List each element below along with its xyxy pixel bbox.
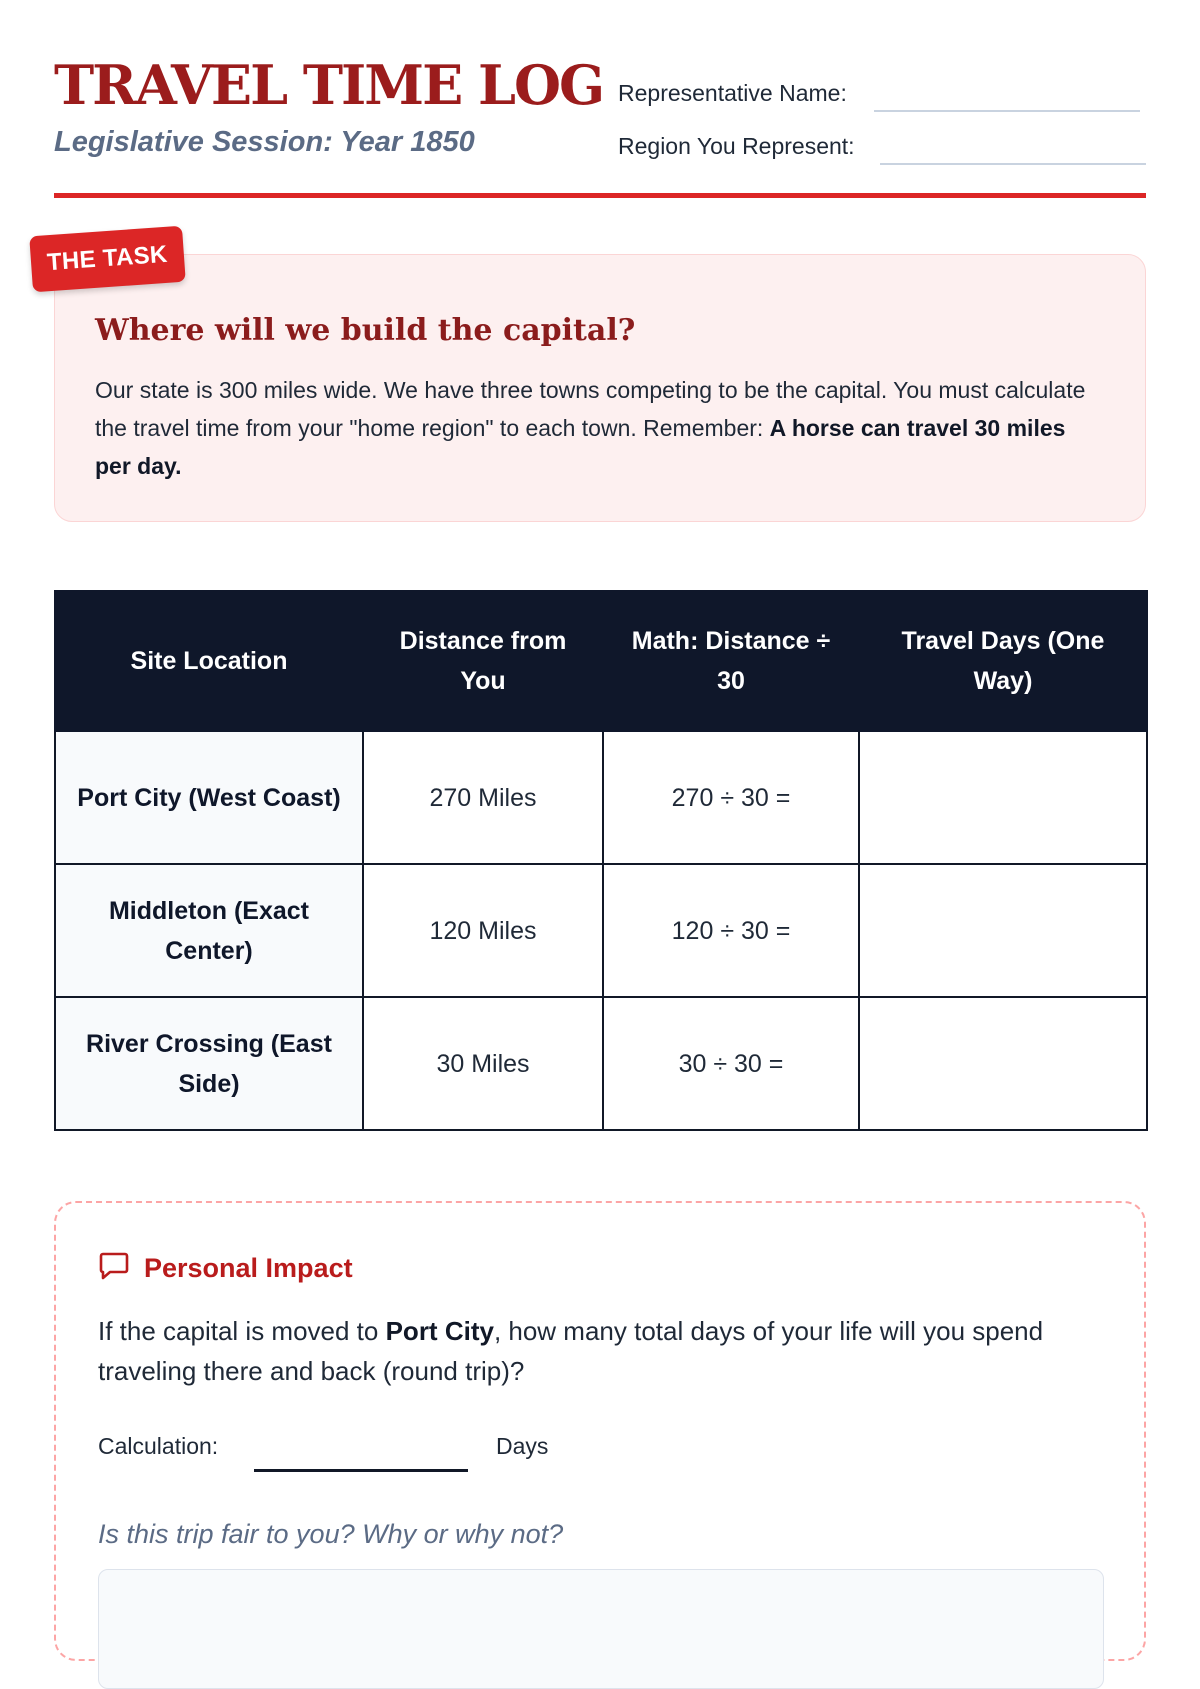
worksheet-page [46, 0, 1146, 1549]
region-field [618, 133, 855, 160]
personal-impact-header [98, 1251, 353, 1286]
header-travel-days: Travel Days (One Way) [859, 591, 1147, 731]
site-cell: Port City (West Coast) [55, 731, 363, 864]
region-input-line[interactable] [880, 163, 1146, 165]
task-heading: Where will we build the capital? [95, 313, 636, 348]
calculation-input-line[interactable] [254, 1469, 468, 1472]
site-cell: Middleton (Exact Center) [55, 864, 363, 997]
site-cell: River Crossing (East Side) [55, 997, 363, 1130]
page-subtitle: Legislative Session: Year 1850 [54, 126, 475, 158]
question-bold-city: Port City [385, 1316, 494, 1346]
header [54, 0, 1146, 200]
task-body [95, 371, 1095, 485]
table-row [55, 731, 1147, 864]
header-distance: Distance from You [363, 591, 603, 731]
fairness-question: Is this trip fair to you? Why or why not? [98, 1519, 564, 1549]
distance-cell: 30 Miles [363, 997, 603, 1130]
fairness-answer-box[interactable] [98, 1569, 1104, 1689]
personal-impact-box [54, 1201, 1146, 1661]
distance-cell: 120 Miles [363, 864, 603, 997]
travel-days-input[interactable] [859, 731, 1147, 864]
question-text-post: , how many total days of your life will you spend traveling there and back (round trip)? [98, 1316, 1044, 1386]
region-label: Region You Represent: [618, 133, 855, 159]
task-box [46, 240, 1146, 522]
table-row [55, 997, 1147, 1130]
header-site-location: Site Location [55, 591, 363, 731]
task-tag: THE TASK [29, 226, 185, 293]
travel-table [54, 590, 1148, 1131]
math-cell: 270 ÷ 30 = [603, 731, 859, 864]
task-body-emphasis: A horse can travel 30 miles per day. [95, 415, 1066, 479]
representative-name-field [618, 80, 847, 107]
page-title: TRAVEL TIME LOG [54, 53, 604, 117]
table-header-row [55, 591, 1147, 731]
math-cell: 120 ÷ 30 = [603, 864, 859, 997]
round-trip-question [98, 1311, 1098, 1391]
header-divider [54, 193, 1146, 198]
math-cell: 30 ÷ 30 = [603, 997, 859, 1130]
distance-cell: 270 Miles [363, 731, 603, 864]
table-row [55, 864, 1147, 997]
travel-days-input[interactable] [859, 997, 1147, 1130]
comment-icon [98, 1251, 144, 1286]
representative-name-label: Representative Name: [618, 80, 847, 106]
question-text-pre: If the capital is moved to [98, 1316, 386, 1346]
task-body-text: Our state is 300 miles wide. We have three towns competing to be the capital. You must calculate the travel time from your "home region" to each town. Remember: [95, 377, 1086, 441]
representative-name-input-line[interactable] [874, 110, 1140, 112]
header-math: Math: Distance ÷ 30 [603, 591, 859, 731]
travel-days-input[interactable] [859, 864, 1147, 997]
calculation-label: Calculation: [98, 1433, 219, 1459]
personal-impact-title: Personal Impact [144, 1253, 353, 1283]
calculation-unit: Days [496, 1433, 549, 1459]
